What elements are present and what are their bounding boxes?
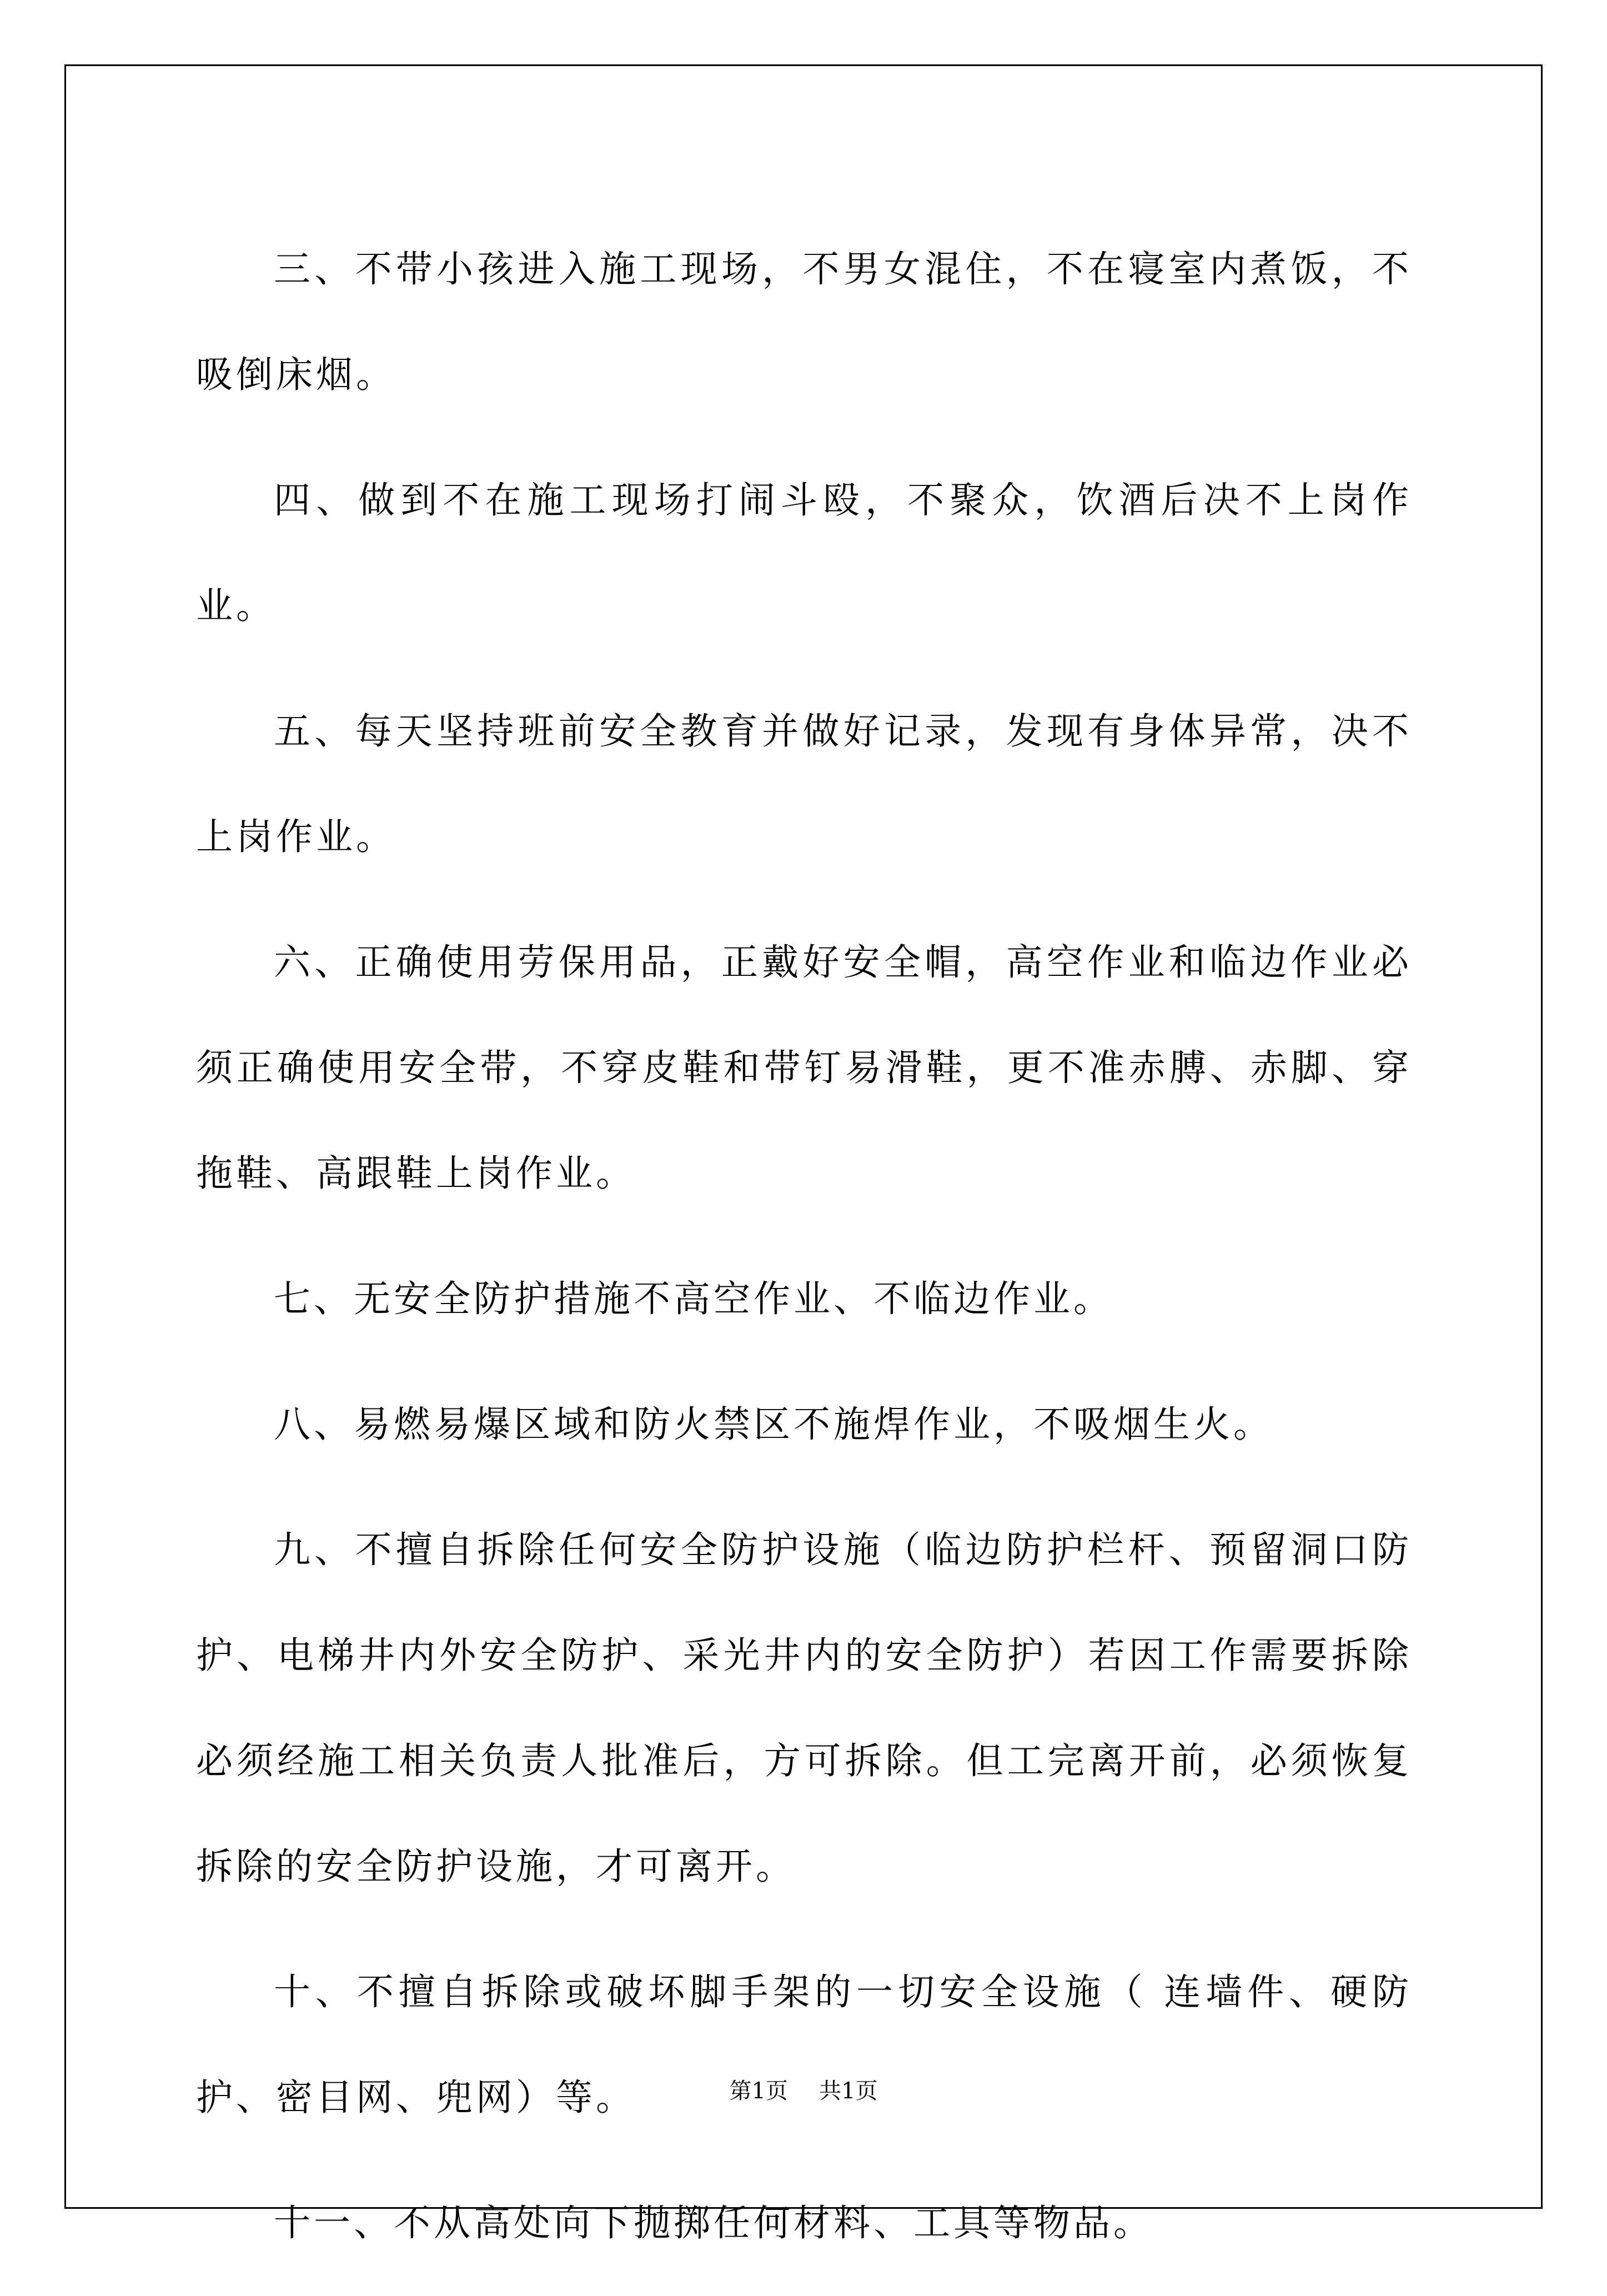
page-number-total: 共1页 (819, 2078, 878, 2104)
paragraph-10: 十、不擅自拆除或破坏脚手架的一切安全设施（ 连墙件、硬防护、密目网、兜网）等。 (196, 1971, 1412, 2119)
paragraph-3: 三、不带小孩进入施工现场，不男女混住，不在寝室内煮饭，不吸倒床烟。 (196, 248, 1412, 396)
page-number-current: 第1页 (729, 2078, 788, 2104)
paragraph-5: 五、每天坚持班前安全教育并做好记录，发现有身体异常，决不上岗作业。 (196, 710, 1412, 858)
paragraph-11: 十一、不从高处向下抛掷任何材料、工具等物品。 (274, 2202, 1153, 2244)
paragraph-8: 八、易燃易爆区域和防火禁区不施焊作业，不吸烟生火。 (274, 1403, 1273, 1446)
paragraph-7: 七、无安全防护措施不高空作业、不临边作业。 (274, 1277, 1113, 1320)
paragraph-6: 六、正确使用劳保用品，正戴好安全帽，高空作业和临边作业必须正确使用安全带，不穿皮鞋和带钉易滑鞋，更不准赤膊、赤脚、穿拖鞋、高跟鞋上岗作业。 (196, 941, 1412, 1195)
document-body (196, 217, 1412, 2296)
paragraph-4: 四、做到不在施工现场打闹斗殴，不聚众，饮酒后决不上岗作业。 (196, 479, 1412, 627)
page-footer (0, 2077, 1607, 2105)
paragraph-9: 九、不擅自拆除任何安全防护设施（临边防护栏杆、预留洞口防护、电梯井内外安全防护、采光井内的安全防护）若因工作需要拆除必须经施工相关负责人批准后，方可拆除。但工完离开前，必须恢复拆除的安全防护设施，才可离开。 (196, 1528, 1412, 1888)
